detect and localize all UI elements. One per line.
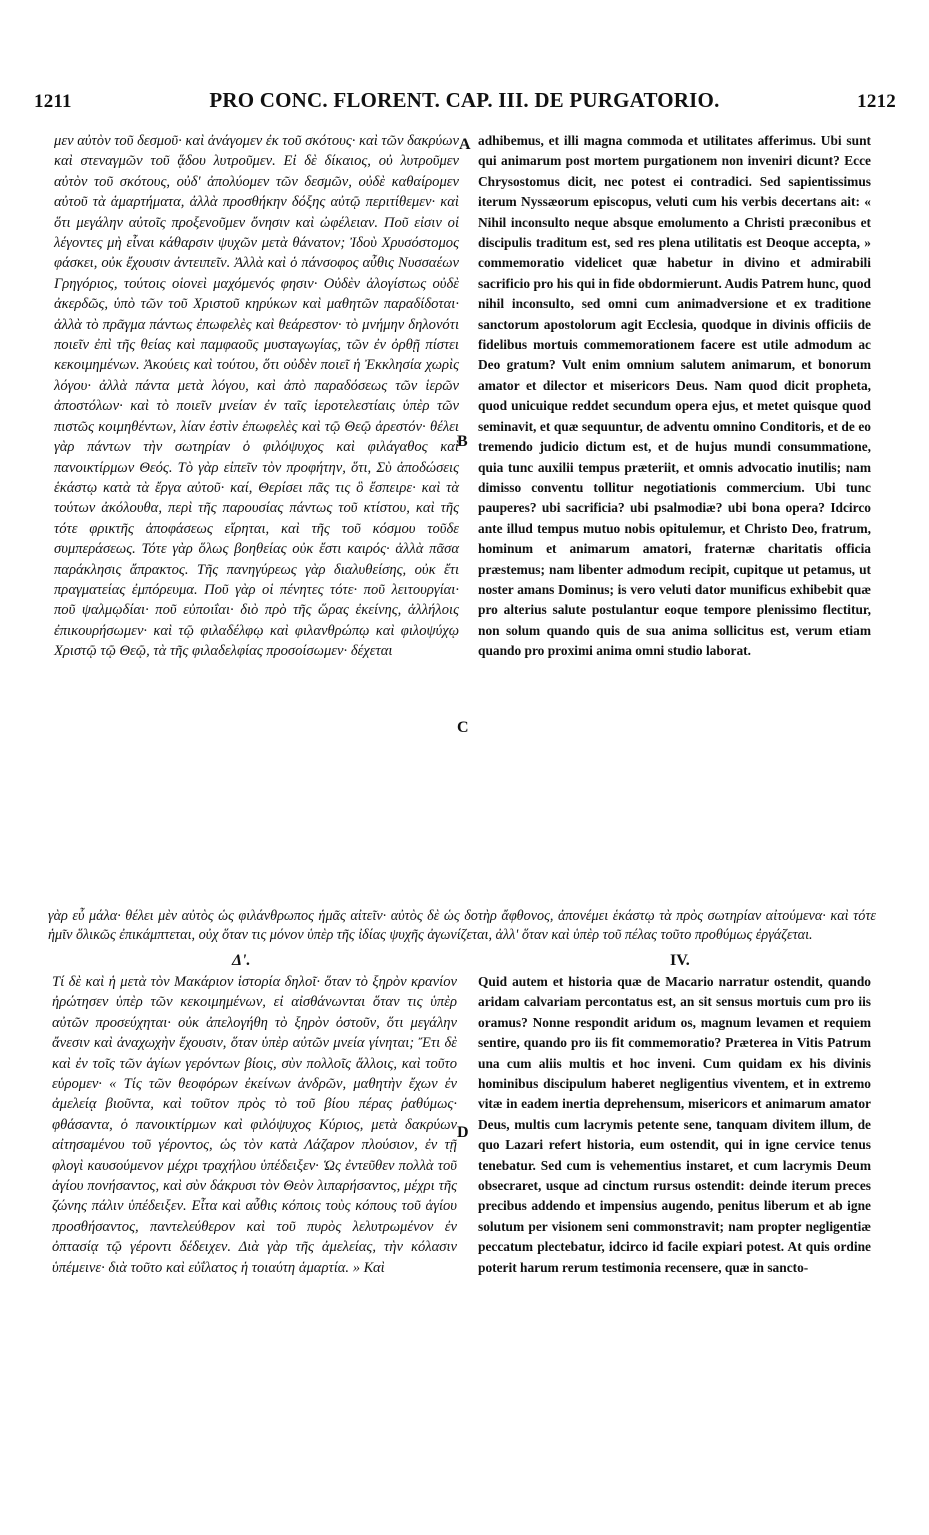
greek-wide-passage: γὰρ εὖ μάλα· θέλει μὲν αὐτὸς ὡς φιλάνθρωπος ἡμᾶς αἰτεῖν· αὐτὸς δὲ ὡς δοτὴρ ἄφθονος, ἀπονέμει ἑκάστῳ τὰ πρὸς σωτηρίαν αἰτούμενα· καὶ τότε ἡμῖν ὅλικῶς ἐπικάμπτεται, οὐχ ὅταν τις μόνον ὑπὲρ τῆς ἰδίας ψυχῆς ἀγωνίζεται, ἀλλ' ὅταν καὶ ὑπὲρ τοῦ πέλας τοῦτο προθύμως ἐργάζεται. <box>48 908 876 944</box>
margin-letter-c: C <box>457 719 469 736</box>
running-header <box>34 88 896 122</box>
greek-column-upper: μεν αὐτὸν τοῦ δεσμοῦ· καὶ ἀνάγομεν ἐκ τοῦ σκότους· καὶ τῶν δακρύων καὶ στεναγμῶν τοῦ ᾅδου λυτροῦμεν. Εἰ δὲ δίκαιος, οὐ λυτροῦμεν αὐτὸν τοῦ σκότους, οὐδ' ἀπολύομεν τῶν δεσμῶν, οὐδὲ καθαίρομεν αὐτοῦ τὰ ἁμαρτήματα, ἀλλὰ προσθήκην δόξης αὐτῷ περιτίθεμεν· καὶ ὅτι μεγάλην αὐτοῖς προξενοῦμεν ὄνησιν καὶ ὠφέλειαν. Ποῦ εἰσιν οἱ λέγοντες μὴ εἶναι κάθαρσιν ψυχῶν μετὰ θάνατον; Ἰδοὺ Χρυσόστομος φάσκει, οὐκ ἔχουσιν ἀντειπεῖν. Ἀλλὰ καὶ ὁ πάνσοφος αὖθις Νυσσαέων Γρηγόριος, τούτοις οἱονεὶ μαχόμενός φησιν· Οὐδὲν ἀλογίστως οὐδὲ ἀκερδῶς, ὑπὸ τῶν τοῦ Χριστοῦ κηρύκων καὶ μαθητῶν παραδίδοται· ἀλλὰ τὸ πρᾶγμα πάντως ἐπωφελὲς καὶ θεάρεστον· τὸ μνήμην δηλονότι ποιεῖν ἐπὶ τῆς θείας καὶ παμφαοῦς μυσταγωγίας, τῶν ἐν ὀρθῇ πίστει κεκοιμημένων. Ἀκούεις καὶ τούτου, ὅτι οὐδὲν ποιεῖ ἡ Ἐκκλησία χωρὶς λόγου· ἀλλὰ πάντα μετὰ λόγου, καὶ ἀπὸ παραδόσεως τῶν ἱερῶν ἀποστόλων· καὶ τὸ ποιεῖν μνείαν ἐν ταῖς ἱεροτελεστίαις ὑπὲρ τῶν πιστῶς κοιμηθέντων, λίαν ἐστὶν ἐπωφελὲς καὶ τῷ Θεῷ ἀρεστόν· θέλει γὰρ πάντων τὴν σωτηρίαν ὁ φιλόψυχος καὶ φιλάγαθος καὶ πανοικτίρμων Θεός. Τὸ γὰρ εἰπεῖν τὸν προφήτην, ὅτι, Σὺ ἀποδώσεις ἑκάστῳ κατὰ τὰ ἔργα αὐτοῦ· καί, Θερίσει πᾶς τις ὃ ἔσπειρε· καὶ τὰ τούτων ἀκόλουθα, περὶ τῆς παρουσίας πάντως τοῦ κτίστου, καὶ τῆς τότε φρικτῆς ἀποφάσεως εἴρηται, καὶ τῆς τοῦ κόσμου τοῦδε συμπεράσεως. Τότε γὰρ ὅλως βοηθείας οὐκ ἔστι καιρός· ἀλλὰ πᾶσα παράκλησις ἄπρακτος. Τῆς πανηγύρεως γὰρ διαλυθείσης, οὐκ ἔτι πραγματείας ἐμπόρευμα. Ποῦ γὰρ οἱ πένητες τότε· ποῦ λειτουργίαι· ποῦ ψαλμῳδίαι· ποῦ εὐποιΐαι· διὸ πρὸ τῆς ὥρας ἐκείνης, ἀλλήλοις ἐπικουρήσωμεν· καὶ τῷ φιλαδέλφῳ καὶ φιλανθρώπῳ καὶ φιλοψύχῳ Χριστῷ τῷ Θεῷ, τὰ τῆς φιλαδελφίας προσοίσωμεν· δέχεται <box>54 133 459 660</box>
margin-letter-a: A <box>459 136 471 153</box>
page-number-left: 1211 <box>34 91 72 112</box>
latin-column-upper: adhibemus, et illi magna commoda et utilitates afferimus. Ubi sunt qui animarum post mortem purgationem non inveniri dicunt? Ecce Chrysostomus dicit, nec potest ei contradici. Sed sapientissimus iterum Nyssæorum episcopus, veluti cum his verbis decertans ait: « Nihil inconsulto neque absque emolumento a Christi præconibus et discipulis traditum est, sed res plena utilitatis est Deoque accepta, » commemoratio videlicet quæ habetur in divino et admirabili sacrificio pro his qui in fide obdormierunt. Audis Patrem hunc, quod nihil inconsulto, sed omni cum animadversione et ex traditione sanctorum apostolorum agit Ecclesia, quodque in divinis officiis de fidelibus mortuis commemorationem facere est utile admodum ac Deo gratum? Vult enim omnium salutem animarum, et bonorum amator et dilector et misericors Deus. Nam quod dicit propheta, quod unicuique reddet secundum opera ejus, et metet quisque quod seminavit, et quæ sequuntur, de adventu omnino Conditoris, et de eo tremendo judicio dictum est, et de hujus mundi consummatione, quia tunc auxilii tempus præteriit, et omnis advocatio inutilis; nam dimisso conventu tollitur negotiationis commercium. Ubi tunc pauperes? ubi sacrificia? ubi psalmodiæ? ubi bona opera? Idcirco ante illud tempus mutuo nobis opitulemur, et Christo Deo, fratrum, hominum et animarum amatori, fraternæ charitatis officia præstemus; nam libenter admodum recipit, cupitque ut petamus, ut noster amans Dominus; is vero veluti dator munificus exhibebit quæ pro alterius salute postulantur eoque tempore plenissimo flectitur, non solum quando quis de sua anima sollicitus est, verum etiam quando pro proximi anima omni studio laborat. <box>478 133 871 659</box>
margin-letter-d: D <box>457 1124 469 1141</box>
running-title: PRO CONC. FLORENT. CAP. III. DE PURGATORIO. <box>209 88 720 112</box>
page-number-right: 1212 <box>857 91 896 112</box>
margin-letter-b: B <box>457 433 468 450</box>
greek-column-lower: Τί δὲ καὶ ἡ μετὰ τὸν Μακάριον ἱστορία δηλοῖ· ὅταν τὸ ξηρὸν κρανίον ἠρώτησεν ὑπὲρ τῶν κεκοιμημένων, εἰ αἰσθάνωνται ὅταν τις ὑπὲρ αὐτῶν προσεύχηται· οὐκ ἀπελογήθη τὸ ξηρὸν ὀστοῦν, ὅτι μεγάλην ἄνεσιν καὶ ἀναχωχὴν ἔχουσιν, ὅταν ὑπὲρ αὐτῶν μνεία γίνηται; Ἔτι δὲ καὶ ἐν τοῖς τῶν ἁγίων γερόντων βίοις, σὺν πολλοῖς ἄλλοις, καὶ τοῦτο εὑρομεν· « Τίς τῶν θεοφόρων ἐκείνων ἀνδρῶν, μαθητὴν ἔχων ἐν ἀμελείᾳ βιοῦντα, καὶ τοῦτον πρὸς τὸ τοῦ βίου πέρας ῥαθύμως· φθάσαντα, ὁ πανοικτίρμων καὶ φιλόψυχος Κύριος, μετὰ δακρύων αἰτησαμένου τοῦ γέροντος, ὡς τὸν κατὰ Λάζαρον πλούσιον, ἐν τῇ φλογὶ καυσούμενον μέχρι τραχήλου ὑπέδειξεν· Ὡς ἐντεῦθεν πολλὰ τοῦ ἁγίου πονήσαντος, καὶ σὺν δάκρυσι τὸν Θεὸν λιπαρήσαντος, μέχρι τῆς ζώνης πάλιν ὑπέδειξεν. Εἶτα καὶ αὖθις κόποις τοὺς κόπους τοῦ ἁγίου προσθήσαντος, παντελεύθερον καὶ τοῦ πυρὸς λελυτρωμένον ἐν ὀπτασίᾳ τῷ γέροντι δέδειχεν. Διὰ γὰρ τῆς ἀμελείας, τὴν κόλασιν ὑπέμεινε· διὰ τοῦτο καὶ εὐΐλατος ἡ τοιαύτη ἁμαρτία. » Καὶ <box>52 974 457 1276</box>
latin-column-lower: Quid autem et historia quæ de Macario narratur ostendit, quando aridam calvariam percontatus est, an sit sensus mortuis cum pro iis oramus? Nonne respondit aridum os, magnum levamen et requiem sentire, quando pro iis fit commemoratio? Præterea in Vitis Patrum una cum aliis multis et hoc inveni. Cum quidam ex his divinis hominibus discipulum haberet negligentius viventem, et in extremo vitæ in eadem inertia deprehensum, misericors et animarum amator Deus, multis cum lacrymis petente sene, tanquam divitem illum, de quo Lazari refert historia, eum ostendit, qui in igne cervice tenus tenebatur. Sed cum is vehementius instaret, et cum lacrymis Deum obsecraret, usque ad cinctum rursus ostendit: deinde iterum preces precibus addendo et impensius augendo, penitus liberum et ab igne solutum per visionem seni commonstravit; nam propter negligentiæ peccatum plectebatur, idcirco id facile expiari potest. At quis ordine poterit harum rerum testimonia recensere, quæ in sancto- <box>478 974 871 1275</box>
latin-section-heading: IV. <box>670 952 690 969</box>
greek-section-heading: Δ'. <box>232 952 251 969</box>
